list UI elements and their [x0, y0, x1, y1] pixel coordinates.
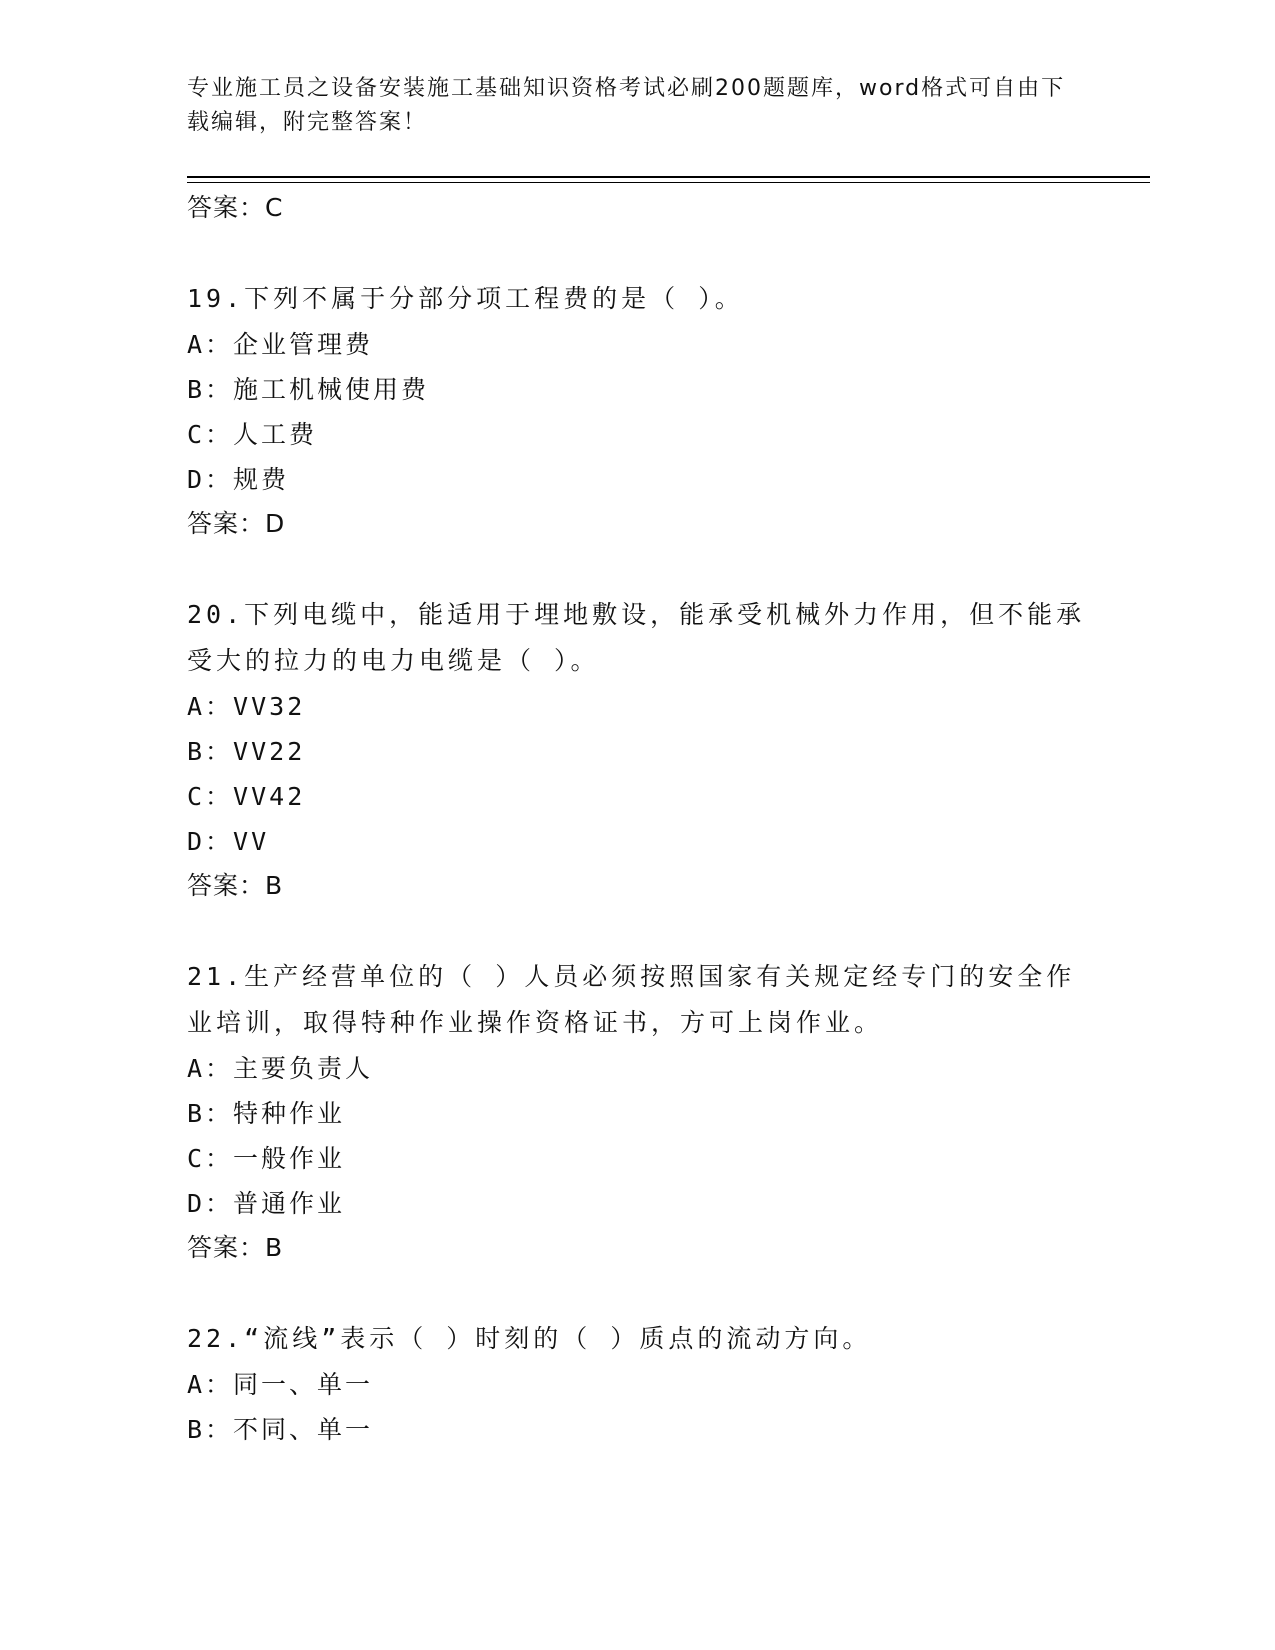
document-header: 专业施工员之设备安装施工基础知识资格考试必刷200题题库，word格式可自由下载编辑，附完整答案！ [187, 76, 1066, 135]
question-block-20 [187, 592, 1087, 908]
option-d: D：规费 [187, 465, 290, 494]
option-b: B：施工机械使用费 [187, 375, 430, 404]
spacer [187, 230, 1087, 276]
spacer [187, 546, 1087, 592]
option-d: D：普通作业 [187, 1189, 346, 1218]
option-b: B：特种作业 [187, 1099, 346, 1128]
spacer [187, 1270, 1087, 1316]
question-block-19 [187, 276, 1087, 546]
question-list [187, 186, 1087, 1452]
option-c: C：VV42 [187, 782, 306, 811]
question-text: 21.生产经营单位的（ ）人员必须按照国家有关规定经专门的安全作业培训，取得特种作业操作资格证书，方可上岗作业。 [187, 962, 1076, 1037]
question-text: 20.下列电缆中，能适用于埋地敷设，能承受机械外力作用，但不能承受大的拉力的电力电缆是（ ）。 [187, 600, 1086, 675]
option-d: D：VV [187, 827, 270, 856]
option-a: A：VV32 [187, 692, 306, 721]
answer-label: 答案：B [187, 871, 284, 900]
spacer [187, 908, 1087, 954]
previous-answer: 答案：C [187, 193, 284, 222]
question-block-22 [187, 1316, 1087, 1452]
answer-label: 答案：D [187, 509, 286, 538]
question-block-21 [187, 954, 1087, 1270]
option-c: C：一般作业 [187, 1144, 346, 1173]
question-text: 19.下列不属于分部分项工程费的是（ ）。 [187, 284, 744, 313]
option-a: A：同一、单一 [187, 1370, 374, 1399]
header-rule-thin [187, 182, 1150, 183]
header-rule-thick [187, 176, 1150, 178]
option-b: B：VV22 [187, 737, 306, 766]
question-text: 22.“流线”表示（ ）时刻的（ ）质点的流动方向。 [187, 1324, 872, 1353]
answer-label: 答案：B [187, 1233, 284, 1262]
option-c: C：人工费 [187, 420, 318, 449]
option-b: B：不同、单一 [187, 1415, 374, 1444]
option-a: A：企业管理费 [187, 330, 374, 359]
option-a: A：主要负责人 [187, 1054, 374, 1083]
